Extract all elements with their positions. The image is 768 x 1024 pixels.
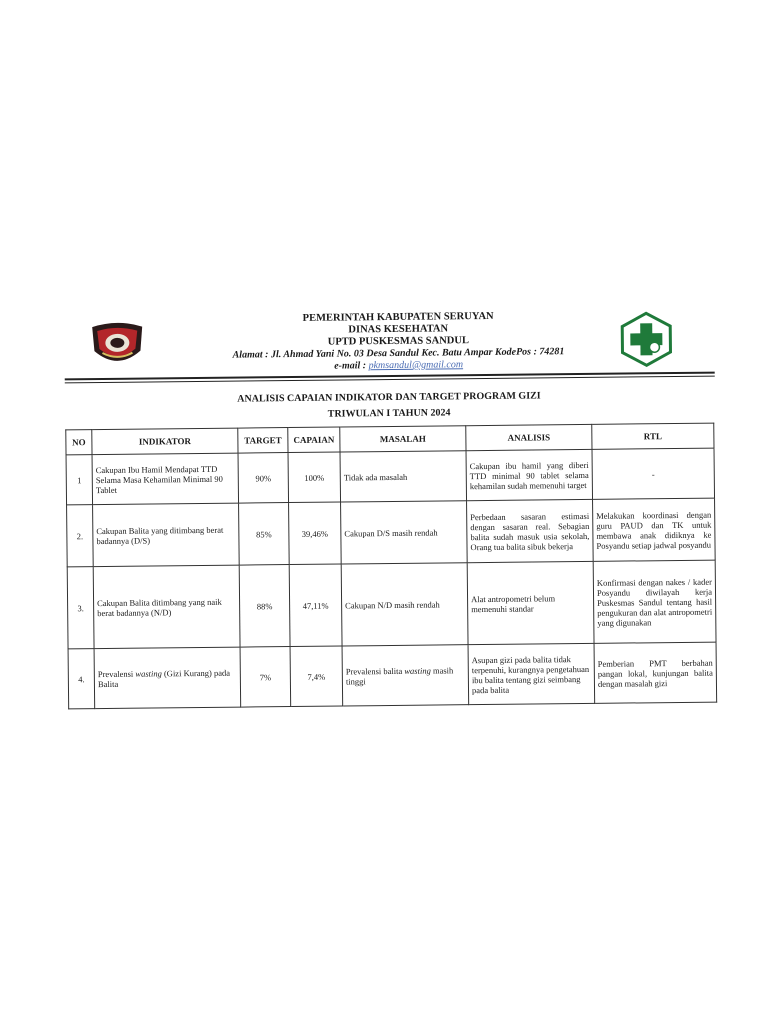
col-header-indikator: INDIKATOR [92, 428, 238, 455]
col-header-capaian: CAPAIAN [288, 427, 340, 453]
cell-no: 1 [66, 455, 93, 505]
masalah-emphasis: wasting [404, 665, 431, 676]
table-row [66, 448, 714, 505]
letterhead-line2: DINAS KESEHATAN [348, 323, 449, 336]
indikator-emphasis: wasting [135, 667, 162, 679]
document-subtitle: TRIWULAN I TAHUN 2024 [327, 407, 451, 420]
masalah-text-rest: masih tinggi [345, 664, 454, 686]
document-page [58, 275, 723, 722]
cell-masalah: Cakupan N/D masih rendah [341, 563, 468, 646]
letterhead-line3: UPTD PUSKESMAS SANDUL [327, 335, 470, 348]
cell-rtl: - [592, 448, 715, 499]
cell-rtl: Konfirmasi dengan nakes / kader Posyandu diwilayah kerja Puskesmas Sandul tentang hasil pengukuran dan alat antropometri yang digunakan [593, 560, 716, 643]
puskesmas-cross-icon [618, 311, 675, 368]
table-row [67, 560, 716, 649]
cell-capaian: 7,4% [290, 646, 343, 707]
cell-target: 85% [239, 503, 290, 566]
cell-target: 88% [239, 565, 290, 648]
cell-analisis: Asupan gizi pada balita tidak terpenuhi, kurangnya pengetahuan ibu balita tentang gizi seimbang pada balita [468, 643, 595, 704]
indikator-text-rest: (Gizi Kurang) pada Balita [97, 667, 231, 689]
cell-masalah [342, 645, 469, 706]
cell-capaian: 47,11% [289, 564, 342, 647]
cell-no: 3. [67, 567, 94, 649]
email-label: e-mail : [334, 360, 367, 372]
letterhead-line1: PEMERINTAH KABUPATEN SERUYAN [302, 310, 494, 324]
document-title: ANALISIS CAPAIAN INDIKATOR DAN TARGET PROGRAM GIZI [237, 390, 541, 405]
cell-capaian: 39,46% [289, 502, 342, 565]
cell-indikator [94, 647, 241, 709]
cell-analisis: Perbedaan sasaran estimasi dengan sasaran real. Sebagian balita sudah masuk usia sekolah, Orang tua balita sibuk bekerja [467, 499, 594, 562]
table-row [67, 498, 716, 567]
cell-rtl: Pemberian PMT berbahan pangan lokal, kunjungan balita dengan masalah gizi [594, 642, 717, 703]
cell-indikator: Cakupan Balita yang ditimbang berat badannya (D/S) [93, 503, 240, 567]
cell-indikator: Cakupan Ibu Hamil Mendapat TTD Selama Masa Kehamilan Minimal 90 Tablet [92, 453, 239, 505]
letterhead [208, 310, 589, 374]
cell-target: 90% [238, 453, 289, 504]
cell-masalah: Tidak ada masalah [340, 451, 467, 502]
cell-capaian: 100% [288, 452, 341, 503]
cell-masalah: Cakupan D/S masih rendah [341, 501, 468, 564]
letterhead-address: Alamat : Jl. Ahmad Yani No. 03 Desa Sandul Kec. Batu Ampar KodePos : 74281 [232, 346, 565, 361]
table-row [68, 642, 717, 709]
cell-target: 7% [240, 647, 291, 708]
cell-indikator: Cakupan Balita ditimbang yang naik berat badannya (N/D) [93, 565, 240, 649]
cell-no: 4. [68, 649, 95, 709]
col-header-no: NO [66, 430, 92, 455]
cell-analisis: Alat antropometri belum memenuhi standar [467, 561, 594, 644]
cell-no: 2. [67, 505, 94, 567]
col-header-target: TARGET [238, 428, 288, 454]
seruyan-emblem-icon [88, 319, 147, 370]
cell-analisis: Cakupan ibu hamil yang diberi TTD minimal 90 tablet selama kehamilan sudah memenuhi target [466, 449, 593, 500]
indikator-text: Prevalensi [97, 668, 136, 679]
cell-rtl: Melakukan koordinasi dengan guru PAUD dan TK untuk membawa anak didiknya ke Posyandu setiap jadwal posyandu [593, 498, 716, 561]
col-header-rtl: RTL [592, 423, 714, 449]
col-header-analisis: ANALISIS [466, 424, 592, 450]
email-link[interactable]: pkmsandul@gmail.com [368, 359, 464, 372]
indicator-table [65, 423, 717, 710]
col-header-masalah: MASALAH [340, 426, 466, 452]
masalah-text: Prevalensi balita [345, 665, 405, 676]
